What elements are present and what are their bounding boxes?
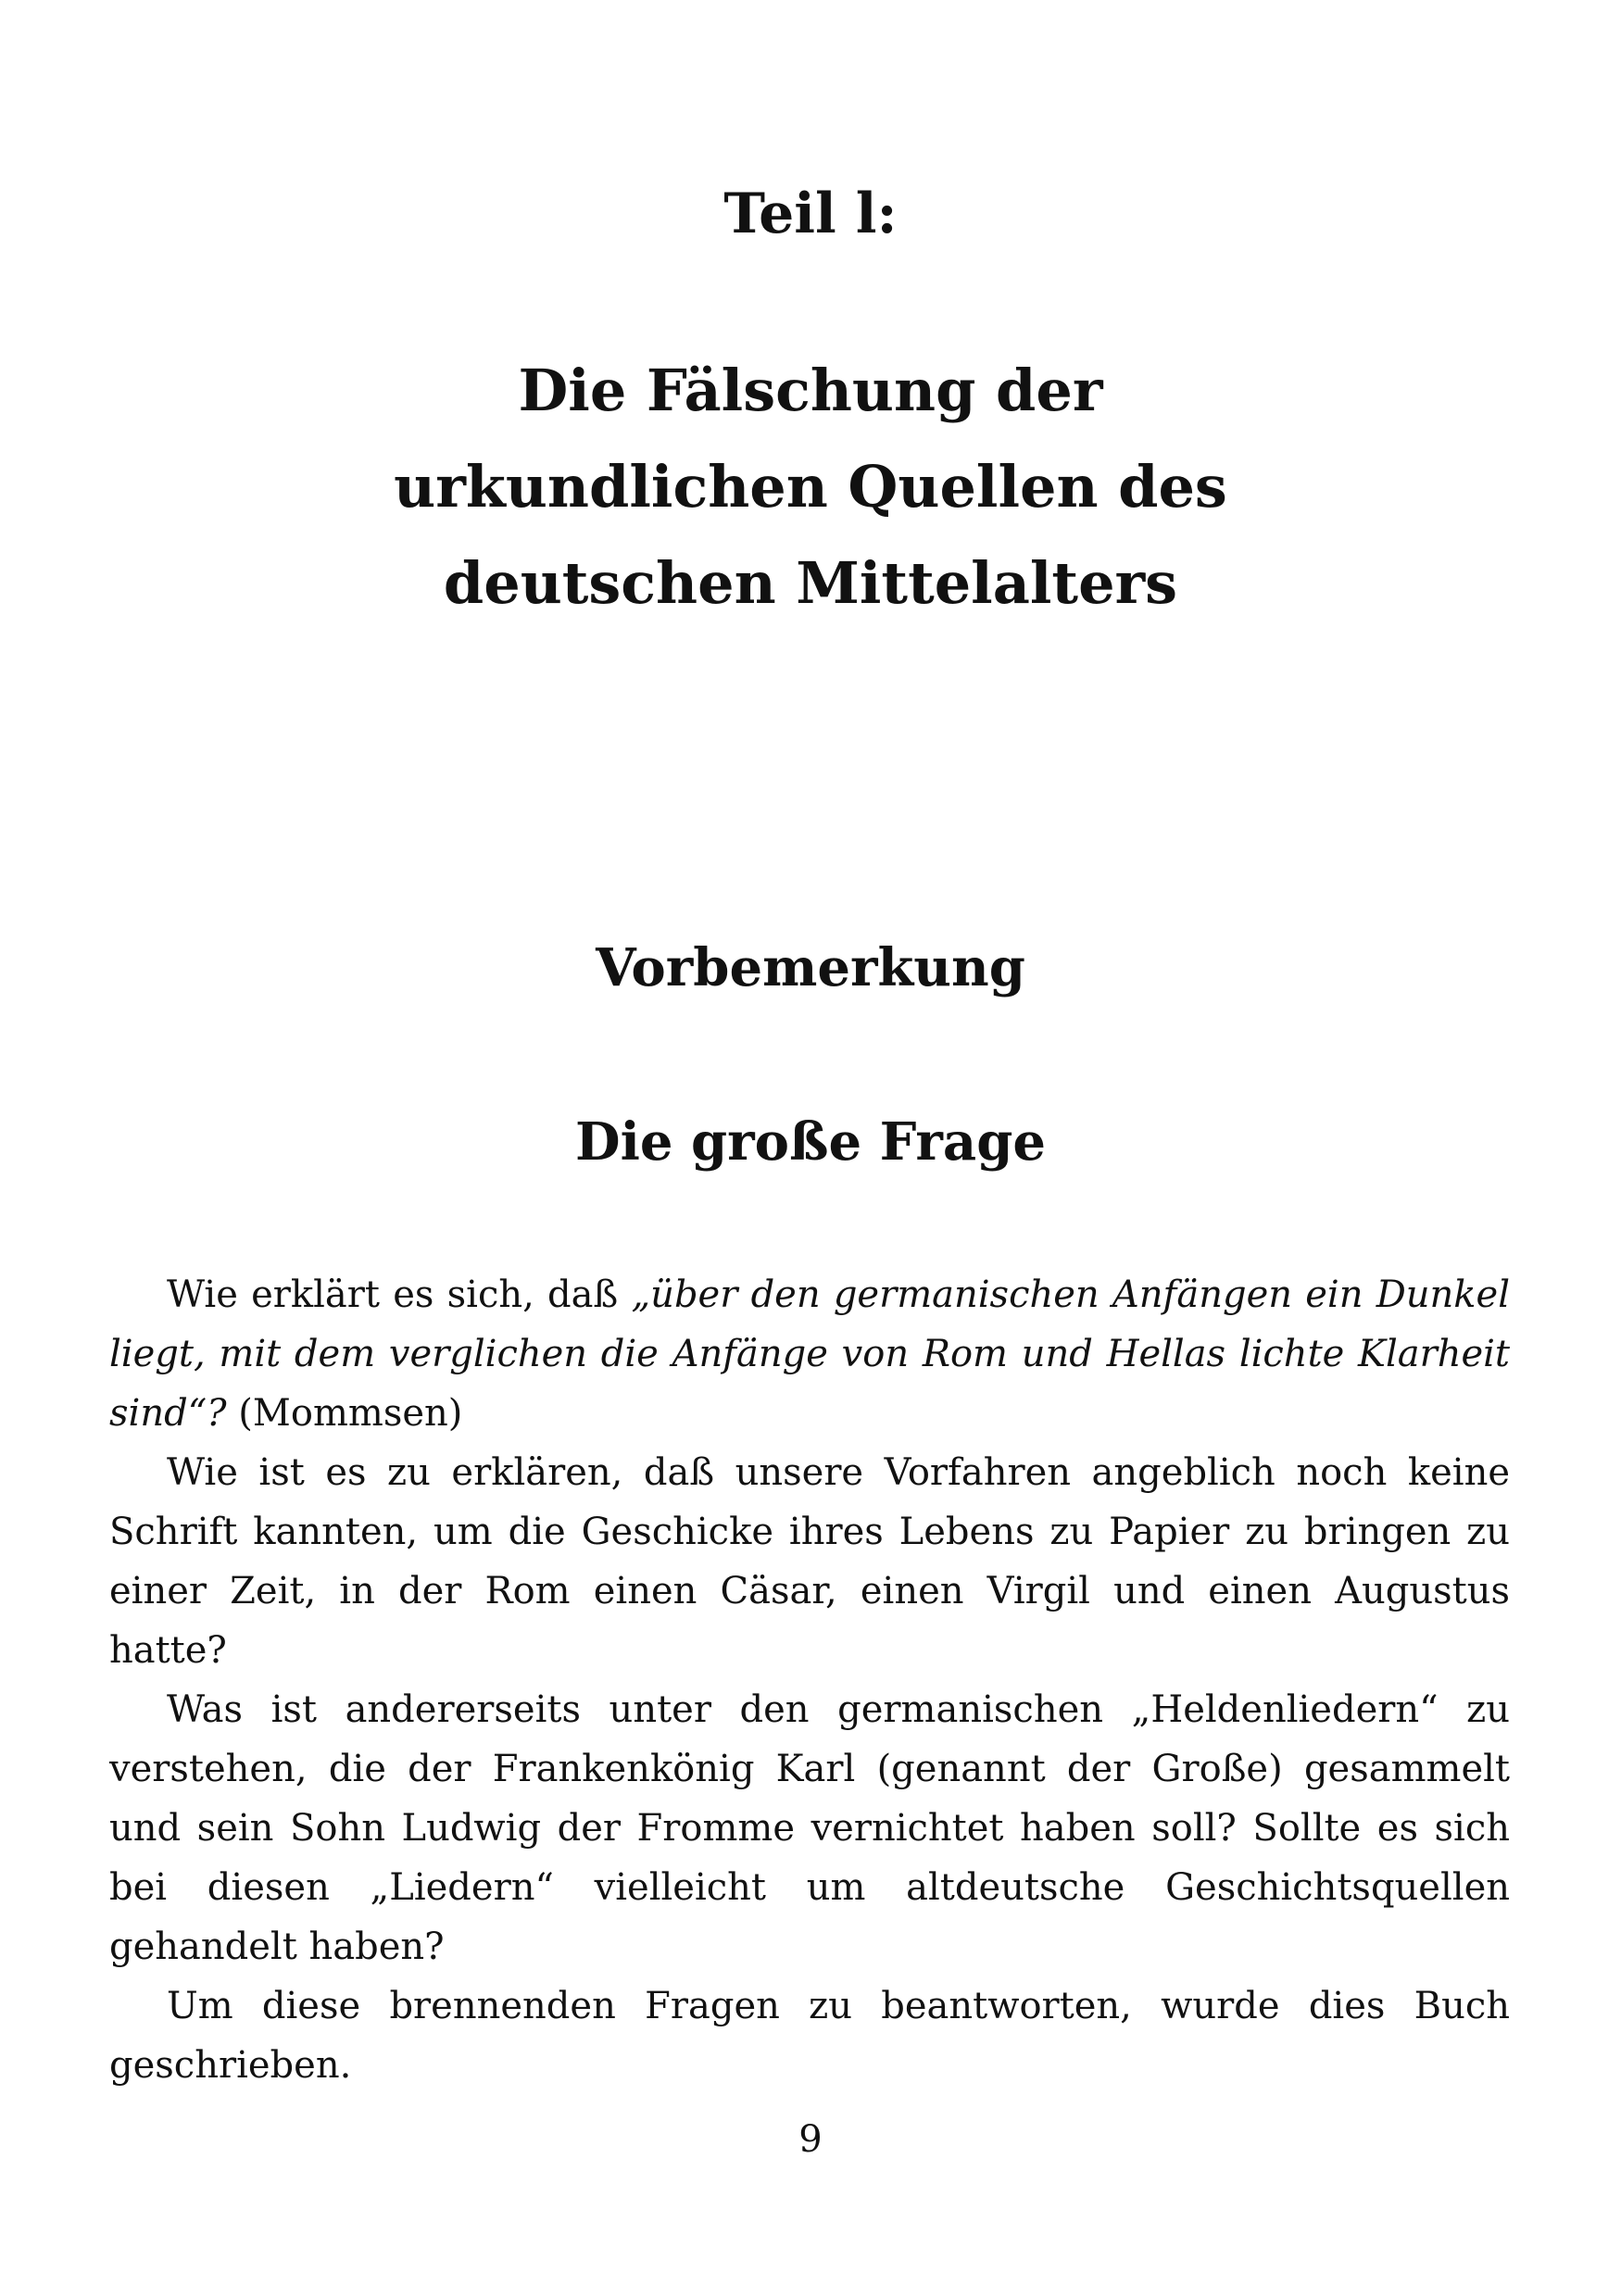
mommsen-quote: „über den germanischen Anfängen ein Dunkel liegt, mit dem verglichen die Anfänge von Rom und Hellas lichte Klarheit sind“? — [109, 1273, 1510, 1435]
paragraph-2: Wie ist es zu erklären, daß unsere Vorfahren angeblich noch keine Schrift kannten, um die Geschicke ihres Lebens zu Papier zu bringen zu einer Zeit, in der Rom einen Cäsar, einen Virgil und einen Augustus hatte? — [109, 1451, 1510, 1672]
paragraph-4: Um diese brennenden Fragen zu beantworten, wurde dies Buch geschrieben. — [109, 1985, 1510, 2087]
part-label: Teil l: — [723, 182, 898, 246]
paragraph-1 — [109, 1265, 1510, 1443]
sub-heading: Die große Frage — [575, 1111, 1046, 1173]
section-heading: Vorbemerkung — [596, 937, 1025, 998]
book-title — [0, 343, 1621, 632]
book-title-line-3: deutschen Mittelalters — [443, 549, 1178, 617]
book-title-line-2: urkundlichen Quellen des — [394, 453, 1227, 521]
body-text — [109, 1265, 1510, 2095]
paragraph-1-lead: Wie erklärt es sich, daß — [167, 1273, 632, 1316]
book-title-line-1: Die Fälschung der — [518, 357, 1103, 424]
paragraph-3: Was ist andererseits unter den germanischen „Heldenliedern“ zu verstehen, die der Frankenkönig Karl (genannt der Große) gesammelt und sein Sohn Ludwig der Fromme vernichtet haben soll? Sollte es sich bei diesen „Liedern“ vielleicht um altdeutsche Geschichtsquellen gehandelt haben? — [109, 1688, 1510, 1968]
page-number: 9 — [798, 2118, 823, 2161]
paragraph-1-attribution: (Mommsen) — [226, 1392, 463, 1435]
